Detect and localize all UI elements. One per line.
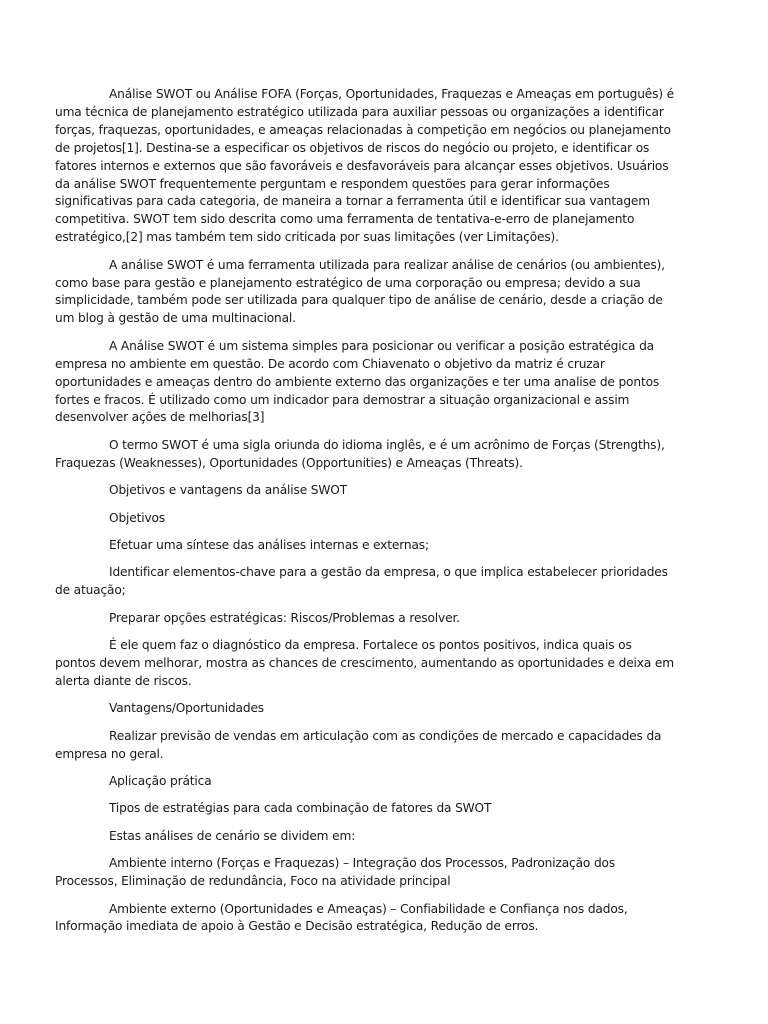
heading-advantages-opportunities: Vantagens/Oportunidades (109, 701, 264, 716)
paragraph-strategy-types: Tipos de estratégias para cada combinação de fatores da SWOT (109, 801, 492, 816)
paragraph-objective-key-elements: Identificar elementos-chave para a gestão da empresa, o que implica estabelecer prioridades de atuação; (55, 565, 668, 598)
heading-objectives-advantages: Objetivos e vantagens da análise SWOT (109, 483, 347, 498)
document-page (55, 86, 675, 946)
paragraph-external-environment: Ambiente externo (Oportunidades e Ameaças) – Confiabilidade e Confiança nos dados, Informação imediata de apoio à Gestão e Decisão estratégica, Redução de erros. (55, 901, 628, 934)
paragraph-internal-environment: Ambiente interno (Forças e Fraquezas) – Integração dos Processos, Padronização dos Processos, Eliminação de redundância, Foco na atividade principal (55, 856, 616, 889)
paragraph-objective-strategic-options: Preparar opções estratégicas: Riscos/Problemas a resolver. (109, 610, 460, 625)
paragraph-diagnosis: É ele quem faz o diagnóstico da empresa. Fortalece os pontos positivos, indica quais os pontos devem melhorar, mostra as chances de crescimento, aumentando as oportunidades e deixa em alerta diante de riscos. (55, 638, 674, 688)
paragraph-objective-synthesis: Efetuar uma síntese das análises internas e externas; (109, 537, 429, 552)
paragraph-swot-term: O termo SWOT é uma sigla oriunda do idioma inglês, e é um acrônimo de Forças (Strengths), Fraquezas (Weaknesses), Oportunidades (Opportunities) e Ameaças (Threats). (55, 437, 665, 470)
paragraph-swot-system: A Análise SWOT é um sistema simples para posicionar ou verificar a posição estratégica da empresa no ambiente em questão. De acordo com Chiavenato o objetivo da matriz é cruzar oportunidades e ameaças dentro do ambiente externo das organizações e ter uma analise de pontos fortes e fracos. É utilizado como um indicador para demostrar a situação organizacional e assim desenvolver ações de melhorias[3] (55, 338, 660, 425)
heading-practical-application: Aplicação prática (109, 774, 212, 788)
paragraph-swot-tool: A análise SWOT é uma ferramenta utilizada para realizar análise de cenários (ou ambientes), como base para gestão e planejamento estratégico de uma corporação ou empresa; devido a sua simplicidade, também pode ser utilizada para qualquer tipo de análise de cenário, desde a criação de um blog à gestão de uma multinacional. (55, 257, 665, 326)
paragraph-sales-forecast: Realizar previsão de vendas em articulação com as condições de mercado e capacidades da empresa no geral. (55, 728, 662, 761)
heading-objectives: Objetivos (109, 510, 166, 525)
paragraph-swot-intro: Análise SWOT ou Análise FOFA (Forças, Oportunidades, Fraquezas e Ameaças em português) é uma técnica de planejamento estratégico utilizada para auxiliar pessoas ou organizações a identificar forças, fraquezas, oportunidades, e ameaças relacionadas à competição em negócios ou planejamento de projetos[1]. Destina-se a especificar os objetivos de riscos do negócio ou projeto, e identificar os fatores internos e externos que são favoráveis e desfavoráveis para alcançar esses objetivos. Usuários da análise SWOT frequentemente perguntam e respondem questões para gerar informações significativas para cada categoria, de maneira a tornar a ferramenta útil e identificar sua vantagem competitiva. SWOT tem sido descrita como uma ferramenta de tentativa-e-erro de planejamento estratégico,[2] mas também tem sido criticada por suas limitações (ver Limitações). (55, 87, 675, 245)
paragraph-scenario-division: Estas análises de cenário se dividem em: (109, 828, 356, 843)
